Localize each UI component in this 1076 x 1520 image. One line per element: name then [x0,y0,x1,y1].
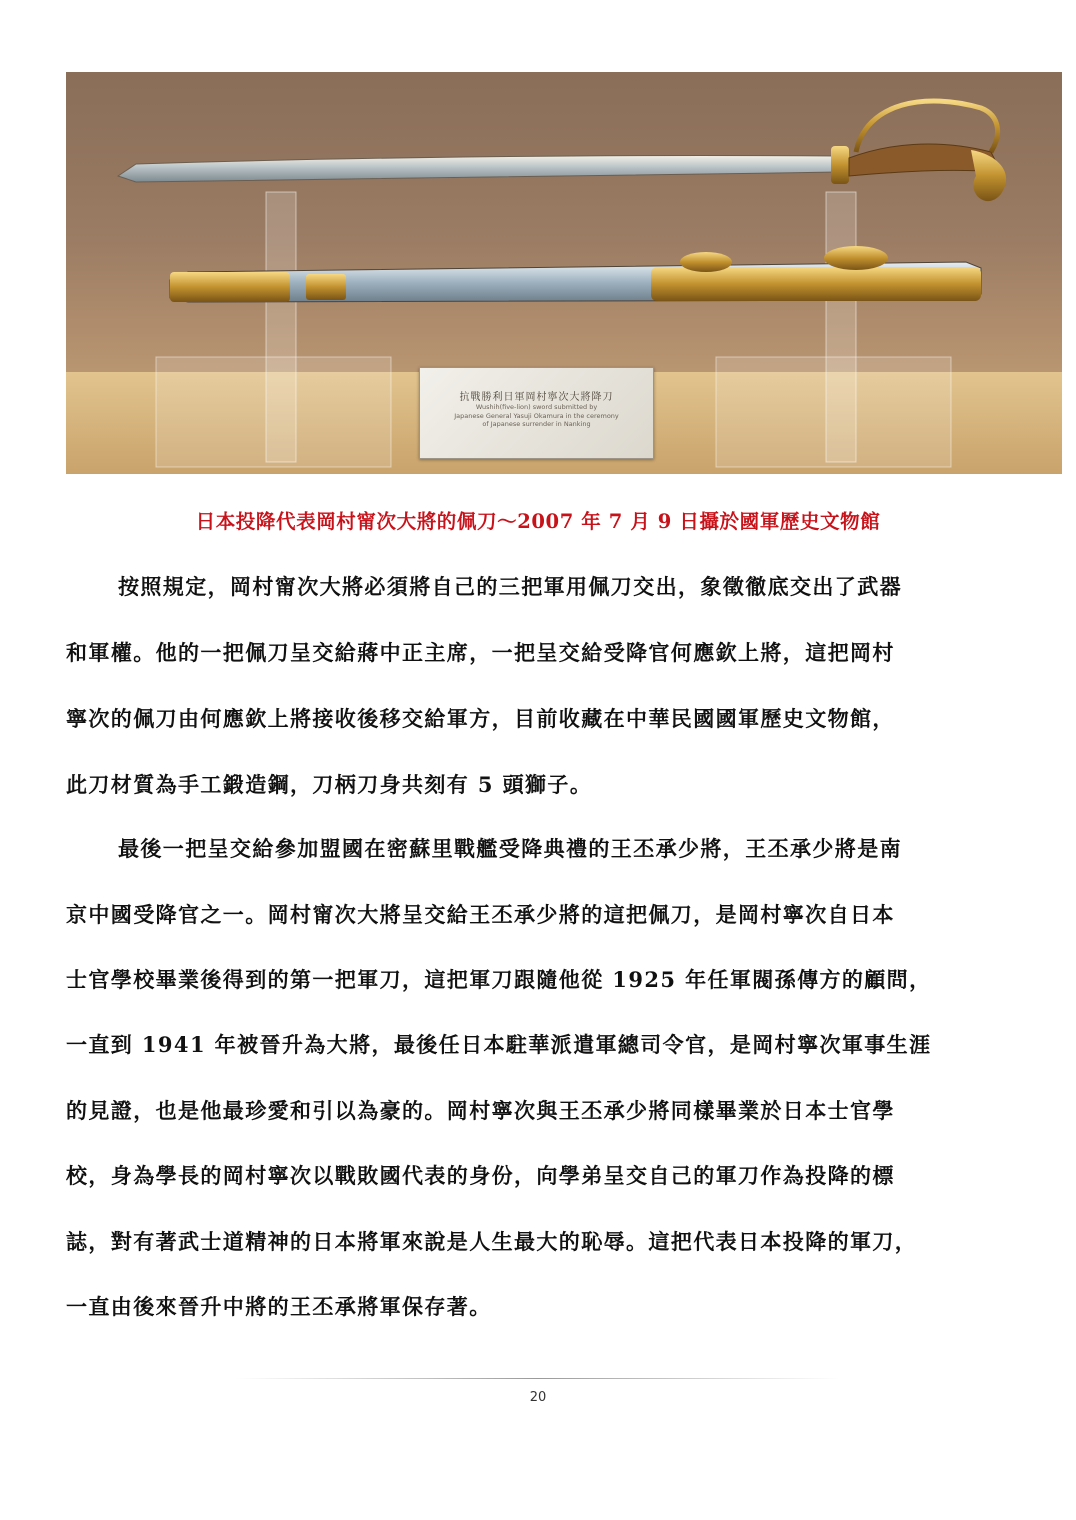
placard-title: 抗戰勝利日軍岡村寧次大將降刀 [459,392,614,403]
photo-caption: 日本投降代表岡村甯次大將的佩刀～2007 年 7 月 9 日攝於國軍歷史文物館 [195,510,881,533]
placard-english-line: Japanese General Yasuji Okamura in the ceremony [454,411,619,420]
scabbard-throat [170,272,290,302]
paragraph-line: 此刀材質為手工鍛造鋼，刀柄刀身共刻有 5 頭獅子。 [66,772,593,797]
sword-guard [831,146,849,184]
paragraph-line: 一直由後來晉升中將的王丕承將軍保存著。 [66,1294,492,1319]
sword-blade [118,155,838,182]
paragraph-line: 士官學校畢業後得到的第一把軍刀，這把軍刀跟隨他從 1925 年任軍閥孫傳方的顧問， [66,967,932,992]
paragraph-line: 寧次的佩刀由何應欽上將接收後移交給軍方，目前收藏在中華民國國軍歷史文物館， [66,706,895,731]
paragraph-line: 和軍權。他的一把佩刀呈交給蔣中正主席，一把呈交給受降官何應欽上將，這把岡村 [66,640,895,665]
scabbard-fittings [651,267,981,301]
paragraph-line: 一直到 1941 年被晉升為大將，最後任日本駐華派遣軍總司令官，是岡村寧次軍事生涯 [66,1032,932,1057]
sword-photo [66,72,1062,474]
footer-divider [236,1378,840,1379]
paragraph-line: 校，身為學長的岡村寧次以戰敗國代表的身份，向學弟呈交自己的軍刀作為投降的標 [66,1163,895,1188]
paragraph-line: 最後一把呈交給參加盟國在密蘇里戰艦受降典禮的王丕承少將，王丕承少將是南 [118,836,902,861]
museum-placard [419,367,654,459]
paragraph-line: 按照規定，岡村甯次大將必須將自己的三把軍用佩刀交出，象徵徹底交出了武器 [118,574,902,599]
paragraph-line: 的見證，也是他最珍愛和引以為豪的。岡村寧次與王丕承少將同樣畢業於日本士官學 [66,1098,895,1123]
page-number: 20 [529,1390,547,1405]
placard-english-line: of Japanese surrender in Nanking [482,420,591,428]
paragraph-line: 誌，對有著武士道精神的日本將軍來說是人生最大的恥辱。這把代表日本投降的軍刀， [66,1229,918,1254]
placard-english-line: Wushih(five-lion) sword submitted by [475,403,598,411]
paragraph-line: 京中國受降官之一。岡村甯次大將呈交給王丕承少將的這把佩刀，是岡村寧次自日本 [66,902,895,927]
sword-pommel [971,150,1006,201]
